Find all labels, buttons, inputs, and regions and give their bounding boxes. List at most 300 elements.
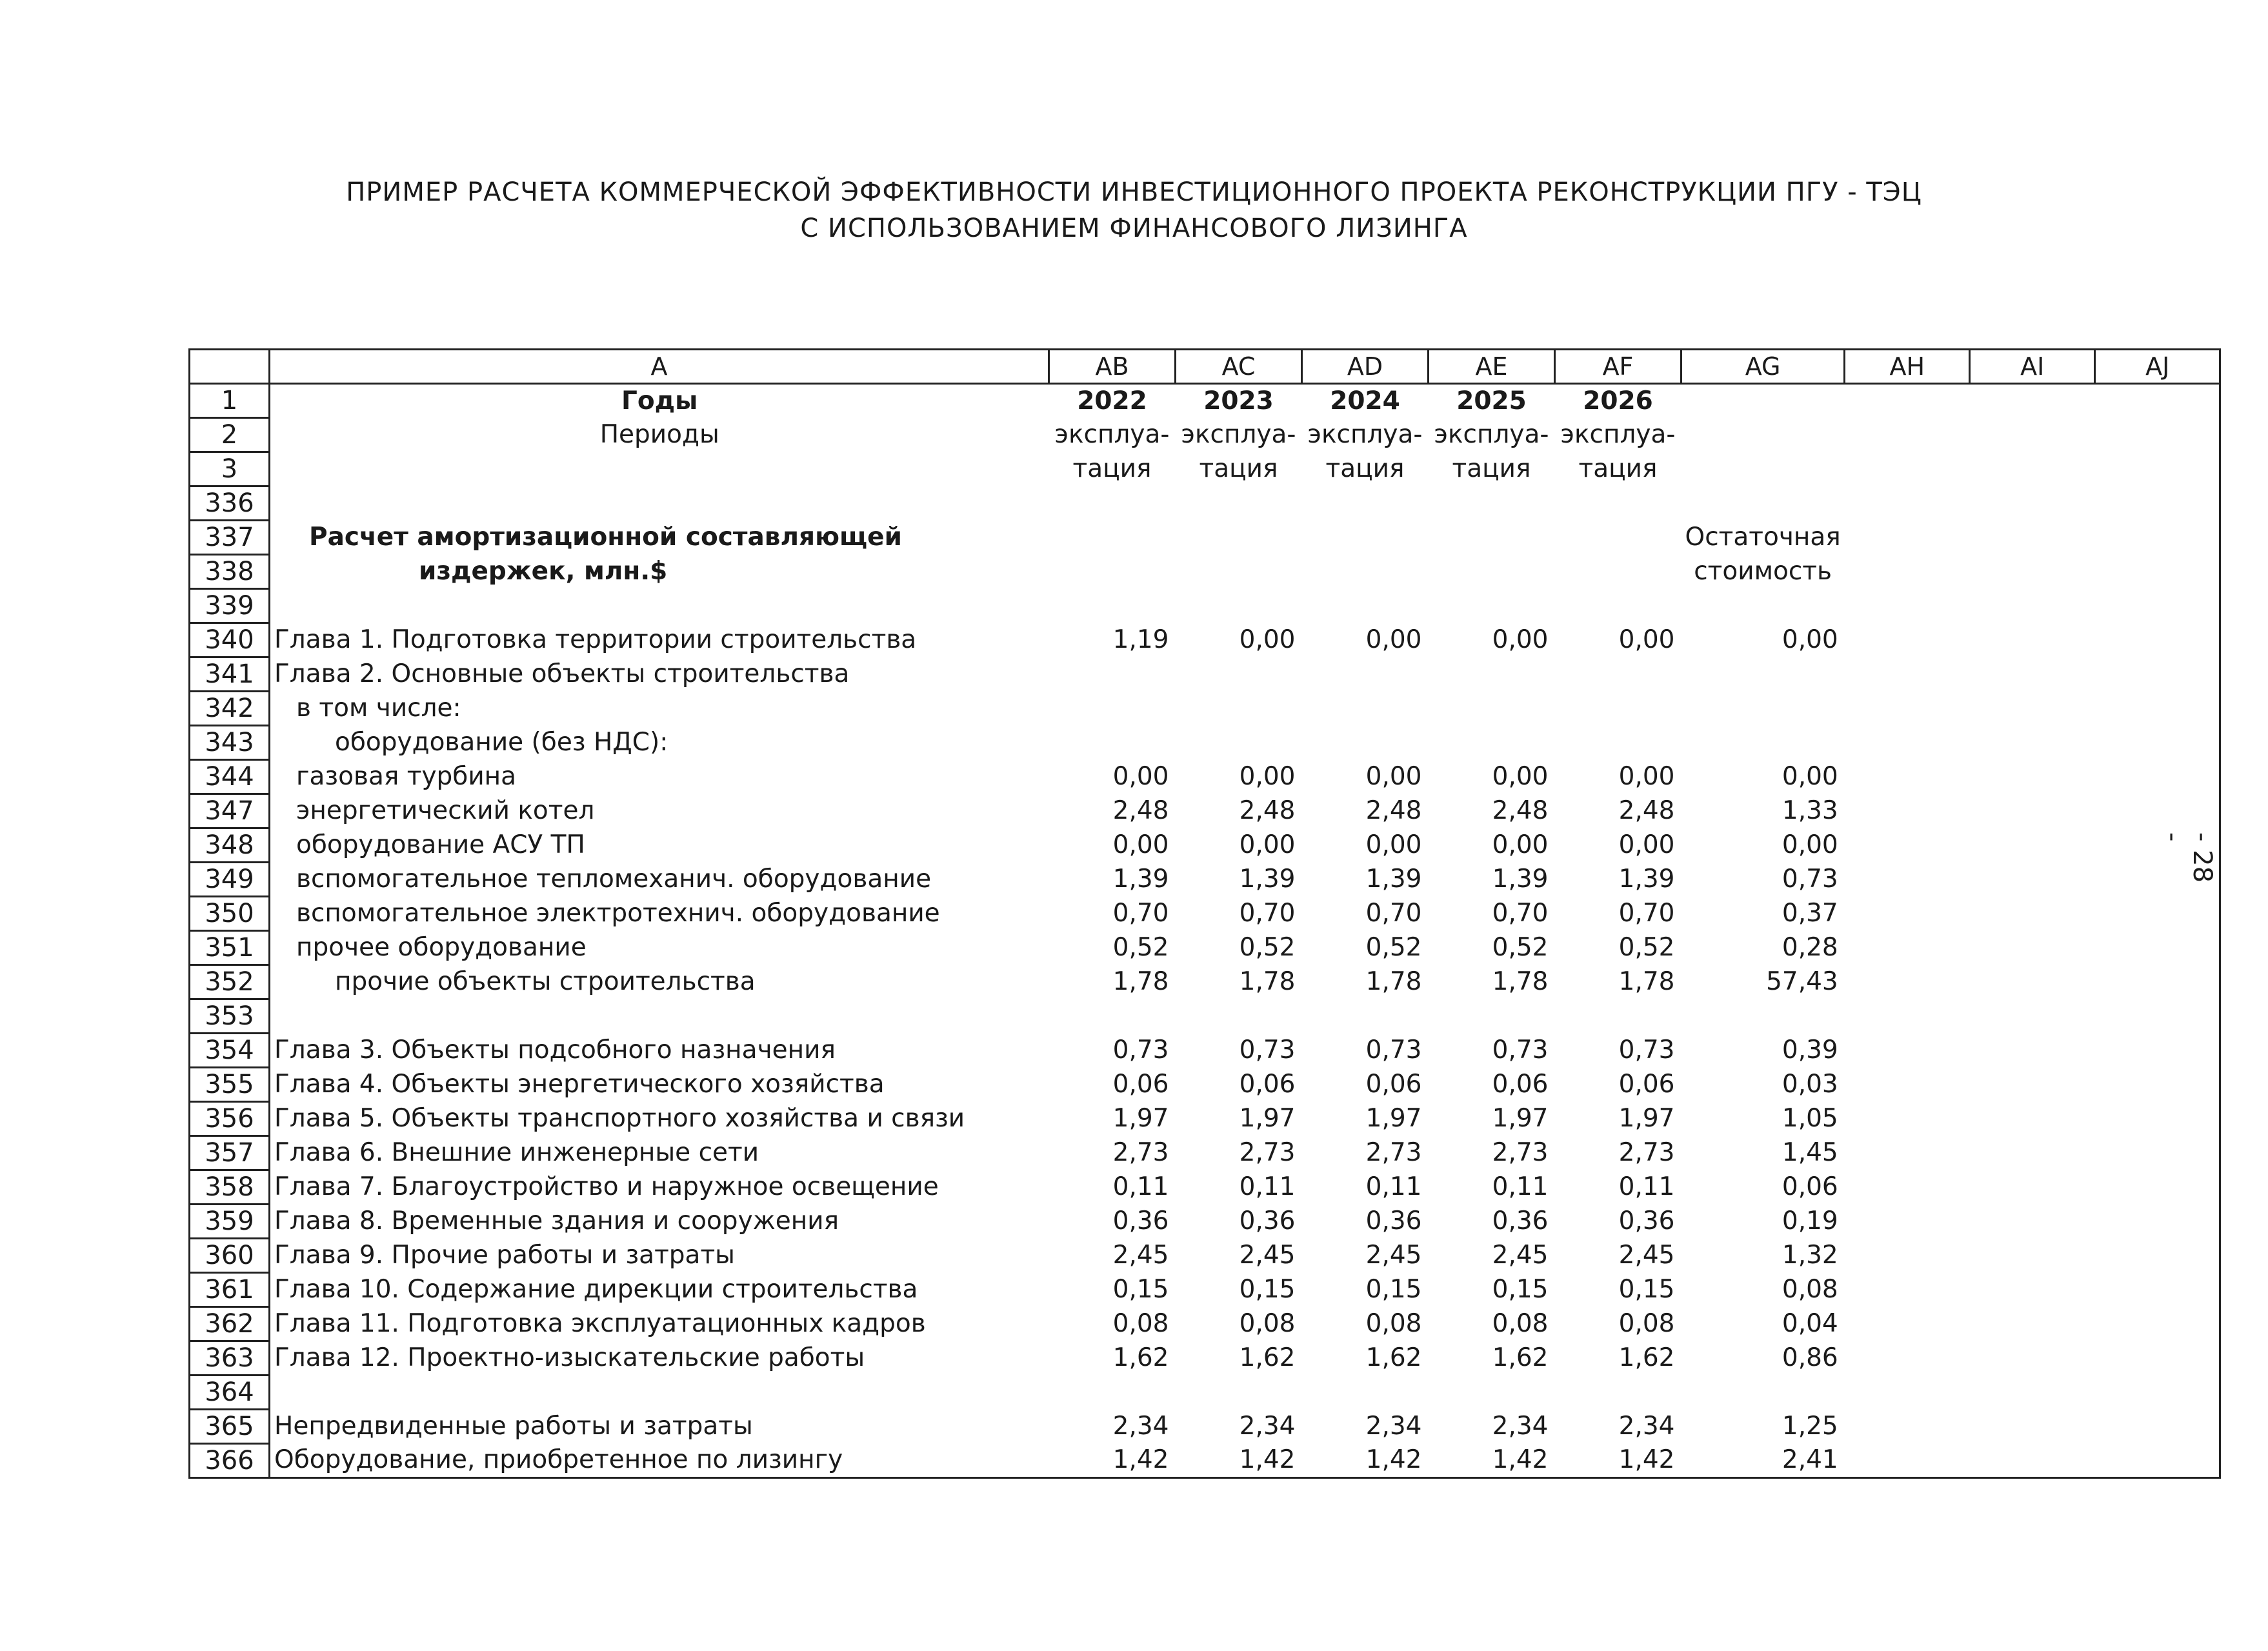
residual-value-cell[interactable] <box>1681 726 1845 760</box>
value-cell[interactable]: 0,36 <box>1365 1206 1422 1236</box>
value-cell[interactable]: 0,52 <box>1492 933 1549 962</box>
value-cell[interactable]: 0,73 <box>1112 1036 1169 1065</box>
cell[interactable] <box>1845 657 1970 692</box>
cell[interactable] <box>1555 555 1681 589</box>
residual-value-cell[interactable]: 0,00 <box>1781 762 1838 791</box>
value-cell[interactable]: 0,00 <box>1492 830 1549 859</box>
row-number[interactable]: 351 <box>190 931 270 965</box>
cell[interactable] <box>1970 965 2095 999</box>
value-cell[interactable]: 2,48 <box>1112 796 1169 825</box>
cell[interactable] <box>1845 897 1970 931</box>
value-cell[interactable]: 0,70 <box>1618 899 1675 928</box>
value-cell[interactable]: 0,73 <box>1618 1036 1675 1065</box>
row-label[interactable]: Глава 10. Содержание дирекции строительства <box>270 1273 1049 1307</box>
value-cell[interactable]: 2,45 <box>1492 1241 1549 1270</box>
cell[interactable] <box>1845 794 1970 828</box>
residual-value-cell[interactable]: 1,33 <box>1781 796 1838 825</box>
value-cell[interactable]: 0,11 <box>1492 1172 1549 1201</box>
column-header-ai[interactable]: AI <box>1970 350 2095 384</box>
cell[interactable] <box>2095 1136 2220 1170</box>
cell[interactable] <box>1970 1170 2095 1205</box>
cell[interactable] <box>1555 589 1681 623</box>
cell[interactable] <box>2095 486 2220 521</box>
period-cell[interactable]: эксплуа- <box>1181 420 1296 449</box>
value-cell[interactable]: 0,11 <box>1365 1172 1422 1201</box>
cell[interactable] <box>1845 931 1970 965</box>
residual-value-cell[interactable]: 2,41 <box>1681 1444 1845 1478</box>
value-cell[interactable] <box>1302 999 1429 1034</box>
cell[interactable] <box>1845 1273 1970 1307</box>
value-cell[interactable]: 1,42 <box>1429 1444 1555 1478</box>
cell[interactable] <box>1845 828 1970 863</box>
row-number[interactable]: 355 <box>190 1068 270 1102</box>
value-cell[interactable]: 0,06 <box>1112 1070 1169 1099</box>
row-label[interactable]: оборудование (без НДС): <box>270 726 1049 760</box>
cell[interactable] <box>2095 1273 2220 1307</box>
value-cell[interactable]: 2,34 <box>1112 1412 1169 1441</box>
value-cell[interactable] <box>1555 726 1681 760</box>
row-number[interactable]: 354 <box>190 1034 270 1068</box>
value-cell[interactable] <box>1049 999 1176 1034</box>
value-cell[interactable]: 0,70 <box>1492 899 1549 928</box>
cell[interactable] <box>2095 623 2220 657</box>
row-label[interactable]: Глава 6. Внешние инженерные сети <box>270 1136 1049 1170</box>
cell[interactable] <box>1302 589 1429 623</box>
residual-value-cell[interactable]: 0,86 <box>1781 1343 1838 1372</box>
value-cell[interactable]: 0,00 <box>1618 830 1675 859</box>
row-label[interactable] <box>270 452 1049 486</box>
column-header-a[interactable]: A <box>270 350 1049 384</box>
row-number[interactable]: 338 <box>190 555 270 589</box>
year-cell[interactable]: 2026 <box>1583 386 1653 415</box>
value-cell[interactable]: 0,00 <box>1365 830 1422 859</box>
value-cell[interactable]: 1,78 <box>1239 967 1296 996</box>
row-number[interactable]: 364 <box>190 1376 270 1410</box>
column-header-ah[interactable]: AH <box>1845 350 1970 384</box>
row-label[interactable]: Глава 2. Основные объекты строительства <box>270 657 1049 692</box>
period-cell[interactable]: эксплуа- <box>1434 420 1549 449</box>
cell[interactable] <box>1970 828 2095 863</box>
cell[interactable] <box>1845 1307 1970 1341</box>
cell[interactable] <box>1970 1444 2095 1478</box>
section-title-line-2[interactable]: издержек, млн.$ <box>270 555 1049 589</box>
corner-cell[interactable] <box>190 350 270 384</box>
row-number[interactable]: 336 <box>190 486 270 521</box>
value-cell[interactable]: 0,52 <box>1112 933 1169 962</box>
value-cell[interactable]: 1,97 <box>1492 1104 1549 1133</box>
cell[interactable] <box>1845 1034 1970 1068</box>
value-cell[interactable]: 0,36 <box>1239 1206 1296 1236</box>
value-cell[interactable]: 2,73 <box>1365 1138 1422 1167</box>
cell[interactable] <box>1845 1170 1970 1205</box>
cell[interactable] <box>1970 1341 2095 1376</box>
period-cell[interactable]: тация <box>1072 454 1152 483</box>
value-cell[interactable]: 2,34 <box>1492 1412 1549 1441</box>
row-label[interactable] <box>270 1376 1049 1410</box>
period-cell[interactable]: тация <box>1199 454 1278 483</box>
value-cell[interactable]: 0,52 <box>1239 933 1296 962</box>
value-cell[interactable]: 0,15 <box>1365 1275 1422 1304</box>
row-label[interactable]: Периоды <box>270 418 1049 452</box>
value-cell[interactable] <box>1049 657 1176 692</box>
value-cell[interactable] <box>1429 692 1555 726</box>
value-cell[interactable]: 2,48 <box>1492 796 1549 825</box>
row-number[interactable]: 348 <box>190 828 270 863</box>
cell[interactable] <box>1970 452 2095 486</box>
cell[interactable] <box>1681 452 1845 486</box>
cell[interactable] <box>2095 1205 2220 1239</box>
cell[interactable] <box>1970 1307 2095 1341</box>
cell[interactable] <box>2095 1376 2220 1410</box>
value-cell[interactable]: 0,00 <box>1239 762 1296 791</box>
value-cell[interactable] <box>1555 692 1681 726</box>
value-cell[interactable]: 0,08 <box>1365 1309 1422 1338</box>
value-cell[interactable] <box>1176 999 1302 1034</box>
cell[interactable] <box>1845 692 1970 726</box>
value-cell[interactable] <box>1302 657 1429 692</box>
residual-value-cell[interactable]: 0,00 <box>1781 625 1838 654</box>
cell[interactable] <box>1176 589 1302 623</box>
value-cell[interactable] <box>1555 999 1681 1034</box>
residual-value-cell[interactable]: 1,25 <box>1781 1412 1838 1441</box>
value-cell[interactable]: 2,45 <box>1618 1241 1675 1270</box>
cell[interactable] <box>1970 760 2095 794</box>
value-cell[interactable]: 0,70 <box>1365 899 1422 928</box>
cell[interactable] <box>1845 521 1970 555</box>
cell[interactable] <box>1970 486 2095 521</box>
value-cell[interactable]: 2,34 <box>1365 1412 1422 1441</box>
cell[interactable] <box>2095 794 2220 828</box>
period-cell[interactable]: тация <box>1578 454 1658 483</box>
column-header-ag[interactable]: AG <box>1681 350 1845 384</box>
value-cell[interactable]: 1,62 <box>1112 1343 1169 1372</box>
cell[interactable] <box>2095 726 2220 760</box>
cell[interactable] <box>1970 1102 2095 1136</box>
row-number[interactable]: 366 <box>190 1444 270 1478</box>
residual-value-cell[interactable] <box>1681 657 1845 692</box>
value-cell[interactable]: 1,39 <box>1618 865 1675 894</box>
value-cell[interactable]: 0,73 <box>1239 1036 1296 1065</box>
row-number[interactable]: 347 <box>190 794 270 828</box>
cell[interactable] <box>1176 521 1302 555</box>
value-cell[interactable] <box>1049 1376 1176 1410</box>
cell[interactable] <box>1845 486 1970 521</box>
cell[interactable] <box>1970 897 2095 931</box>
cell[interactable] <box>1845 1239 1970 1273</box>
row-number[interactable]: 356 <box>190 1102 270 1136</box>
value-cell[interactable]: 0,70 <box>1112 899 1169 928</box>
cell[interactable] <box>1970 1273 2095 1307</box>
cell[interactable] <box>2095 1307 2220 1341</box>
period-cell[interactable]: эксплуа- <box>1307 420 1423 449</box>
value-cell[interactable]: 0,06 <box>1365 1070 1422 1099</box>
value-cell[interactable]: 0,06 <box>1618 1070 1675 1099</box>
value-cell[interactable]: 1,19 <box>1112 625 1169 654</box>
cell[interactable] <box>2095 555 2220 589</box>
row-number[interactable]: 353 <box>190 999 270 1034</box>
value-cell[interactable] <box>1429 999 1555 1034</box>
cell[interactable] <box>1970 1410 2095 1444</box>
value-cell[interactable] <box>1302 1376 1429 1410</box>
row-label[interactable]: Глава 11. Подготовка эксплуатационных кадров <box>270 1307 1049 1341</box>
value-cell[interactable]: 0,00 <box>1618 762 1675 791</box>
cell[interactable] <box>1970 931 2095 965</box>
row-number[interactable]: 349 <box>190 863 270 897</box>
value-cell[interactable]: 0,52 <box>1618 933 1675 962</box>
cell[interactable] <box>2095 657 2220 692</box>
value-cell[interactable] <box>1429 726 1555 760</box>
value-cell[interactable]: 0,73 <box>1365 1036 1422 1065</box>
value-cell[interactable]: 1,39 <box>1112 865 1169 894</box>
column-header-aj[interactable]: AJ <box>2095 350 2220 384</box>
value-cell[interactable]: 1,62 <box>1492 1343 1549 1372</box>
cell[interactable] <box>1845 863 1970 897</box>
cell[interactable] <box>2095 1410 2220 1444</box>
cell[interactable] <box>1845 418 1970 452</box>
cell[interactable] <box>2095 1341 2220 1376</box>
value-cell[interactable]: 0,06 <box>1239 1070 1296 1099</box>
value-cell[interactable]: 0,08 <box>1239 1309 1296 1338</box>
row-label[interactable]: Оборудование, приобретенное по лизингу <box>270 1444 1049 1478</box>
value-cell[interactable] <box>1176 1376 1302 1410</box>
year-cell[interactable]: 2022 <box>1077 386 1147 415</box>
value-cell[interactable]: 2,34 <box>1618 1412 1675 1441</box>
cell[interactable] <box>1845 965 1970 999</box>
value-cell[interactable]: 0,00 <box>1492 625 1549 654</box>
row-label[interactable]: Глава 5. Объекты транспортного хозяйства и связи <box>270 1102 1049 1136</box>
cell[interactable] <box>1970 863 2095 897</box>
cell[interactable] <box>2095 931 2220 965</box>
value-cell[interactable]: 1,78 <box>1112 967 1169 996</box>
value-cell[interactable] <box>1176 726 1302 760</box>
row-label[interactable]: прочее оборудование <box>270 931 1049 965</box>
value-cell[interactable]: 0,36 <box>1618 1206 1675 1236</box>
cell[interactable] <box>1429 521 1555 555</box>
cell[interactable] <box>1176 486 1302 521</box>
value-cell[interactable] <box>1049 726 1176 760</box>
cell[interactable] <box>1429 589 1555 623</box>
value-cell[interactable]: 1,42 <box>1555 1444 1681 1478</box>
value-cell[interactable]: 0,15 <box>1492 1275 1549 1304</box>
value-cell[interactable]: 0,06 <box>1492 1070 1549 1099</box>
year-cell[interactable]: 2023 <box>1203 386 1274 415</box>
value-cell[interactable]: 2,48 <box>1618 796 1675 825</box>
cell[interactable] <box>1049 486 1176 521</box>
cell[interactable] <box>270 486 1049 521</box>
residual-value-cell[interactable]: 0,28 <box>1781 933 1838 962</box>
row-label[interactable]: Глава 3. Объекты подсобного назначения <box>270 1034 1049 1068</box>
cell[interactable] <box>1970 1239 2095 1273</box>
cell[interactable] <box>2095 1444 2220 1478</box>
value-cell[interactable]: 1,78 <box>1492 967 1549 996</box>
value-cell[interactable]: 0,00 <box>1112 762 1169 791</box>
value-cell[interactable]: 2,73 <box>1112 1138 1169 1167</box>
row-label[interactable]: Глава 12. Проектно-изыскательские работы <box>270 1341 1049 1376</box>
year-cell[interactable]: 2025 <box>1456 386 1527 415</box>
cell[interactable] <box>1681 418 1845 452</box>
row-number[interactable]: 343 <box>190 726 270 760</box>
column-header-af[interactable]: AF <box>1555 350 1681 384</box>
row-label[interactable]: вспомогательное электротехнич. оборудование <box>270 897 1049 931</box>
column-header-ae[interactable]: AE <box>1429 350 1555 384</box>
value-cell[interactable]: 2,73 <box>1239 1138 1296 1167</box>
value-cell[interactable]: 2,48 <box>1239 796 1296 825</box>
cell[interactable] <box>1302 521 1429 555</box>
value-cell[interactable] <box>1429 657 1555 692</box>
cell[interactable] <box>1681 384 1845 418</box>
residual-value-cell[interactable]: 0,19 <box>1781 1206 1838 1236</box>
cell[interactable] <box>1845 1376 1970 1410</box>
residual-value-cell[interactable]: 57,43 <box>1766 967 1838 996</box>
cell[interactable] <box>1049 589 1176 623</box>
cell[interactable] <box>2095 692 2220 726</box>
cell[interactable] <box>1429 486 1555 521</box>
value-cell[interactable]: 0,70 <box>1239 899 1296 928</box>
cell[interactable] <box>1429 555 1555 589</box>
cell[interactable] <box>1970 384 2095 418</box>
residual-value-cell[interactable]: 0,73 <box>1781 865 1838 894</box>
residual-value-cell[interactable] <box>1681 999 1845 1034</box>
row-label[interactable]: Глава 1. Подготовка территории строительства <box>270 623 1049 657</box>
column-header-ad[interactable]: AD <box>1302 350 1429 384</box>
value-cell[interactable]: 2,73 <box>1492 1138 1549 1167</box>
value-cell[interactable]: 1,78 <box>1618 967 1675 996</box>
row-number[interactable]: 2 <box>190 418 270 452</box>
cell[interactable] <box>1970 692 2095 726</box>
row-number[interactable]: 337 <box>190 521 270 555</box>
value-cell[interactable]: 0,08 <box>1618 1309 1675 1338</box>
cell[interactable] <box>1845 589 1970 623</box>
row-number[interactable]: 362 <box>190 1307 270 1341</box>
value-cell[interactable]: 0,15 <box>1239 1275 1296 1304</box>
value-cell[interactable]: 0,36 <box>1112 1206 1169 1236</box>
cell[interactable] <box>1555 521 1681 555</box>
value-cell[interactable]: 1,97 <box>1365 1104 1422 1133</box>
cell[interactable] <box>1555 486 1681 521</box>
residual-value-cell[interactable]: 0,39 <box>1781 1036 1838 1065</box>
value-cell[interactable]: 2,34 <box>1239 1412 1296 1441</box>
cell[interactable] <box>2095 999 2220 1034</box>
cell[interactable] <box>1970 418 2095 452</box>
value-cell[interactable]: 1,62 <box>1239 1343 1296 1372</box>
residual-value-cell[interactable] <box>1681 1376 1845 1410</box>
value-cell[interactable]: 0,00 <box>1239 625 1296 654</box>
cell[interactable] <box>1970 521 2095 555</box>
value-cell[interactable]: 1,42 <box>1049 1444 1176 1478</box>
residual-value-cell[interactable]: 0,03 <box>1781 1070 1838 1099</box>
cell[interactable] <box>270 589 1049 623</box>
residual-header-line-1[interactable]: Остаточная <box>1685 523 1841 552</box>
row-number[interactable]: 357 <box>190 1136 270 1170</box>
cell[interactable] <box>2095 384 2220 418</box>
cell[interactable] <box>1681 486 1845 521</box>
row-number[interactable]: 363 <box>190 1341 270 1376</box>
cell[interactable] <box>1970 1068 2095 1102</box>
value-cell[interactable]: 1,42 <box>1176 1444 1302 1478</box>
row-number[interactable]: 358 <box>190 1170 270 1205</box>
cell[interactable] <box>2095 521 2220 555</box>
value-cell[interactable]: 0,00 <box>1365 625 1422 654</box>
value-cell[interactable]: 0,08 <box>1492 1309 1549 1338</box>
cell[interactable] <box>1845 726 1970 760</box>
row-label[interactable]: Глава 7. Благоустройство и наружное освещение <box>270 1170 1049 1205</box>
value-cell[interactable]: 0,11 <box>1239 1172 1296 1201</box>
residual-header-line-2[interactable]: стоимость <box>1694 557 1832 586</box>
residual-value-cell[interactable]: 0,00 <box>1781 830 1838 859</box>
cell[interactable] <box>1845 1444 1970 1478</box>
row-label[interactable]: Глава 4. Объекты энергетического хозяйства <box>270 1068 1049 1102</box>
period-cell[interactable]: эксплуа- <box>1054 420 1170 449</box>
value-cell[interactable]: 1,62 <box>1365 1343 1422 1372</box>
cell[interactable] <box>1970 1205 2095 1239</box>
cell[interactable] <box>1970 999 2095 1034</box>
row-number[interactable]: 1 <box>190 384 270 418</box>
row-label[interactable]: оборудование АСУ ТП <box>270 828 1049 863</box>
cell[interactable] <box>1845 1205 1970 1239</box>
value-cell[interactable]: 2,45 <box>1365 1241 1422 1270</box>
value-cell[interactable]: 0,00 <box>1492 762 1549 791</box>
row-label[interactable] <box>270 999 1049 1034</box>
cell[interactable] <box>1970 726 2095 760</box>
value-cell[interactable]: 1,62 <box>1618 1343 1675 1372</box>
value-cell[interactable] <box>1049 692 1176 726</box>
cell[interactable] <box>1845 452 1970 486</box>
year-cell[interactable]: 2024 <box>1330 386 1400 415</box>
row-label[interactable]: газовая турбина <box>270 760 1049 794</box>
column-header-ab[interactable]: AB <box>1049 350 1176 384</box>
value-cell[interactable]: 1,97 <box>1112 1104 1169 1133</box>
value-cell[interactable]: 0,11 <box>1112 1172 1169 1201</box>
cell[interactable] <box>1049 555 1176 589</box>
value-cell[interactable]: 0,08 <box>1112 1309 1169 1338</box>
period-cell[interactable]: эксплуа- <box>1560 420 1676 449</box>
value-cell[interactable]: 1,97 <box>1618 1104 1675 1133</box>
cell[interactable] <box>1176 555 1302 589</box>
value-cell[interactable] <box>1302 692 1429 726</box>
cell[interactable] <box>1970 1136 2095 1170</box>
value-cell[interactable]: 0,00 <box>1112 830 1169 859</box>
cell[interactable] <box>2095 1170 2220 1205</box>
cell[interactable] <box>1970 794 2095 828</box>
value-cell[interactable]: 2,45 <box>1112 1241 1169 1270</box>
cell[interactable] <box>1845 760 1970 794</box>
row-number[interactable]: 339 <box>190 589 270 623</box>
cell[interactable] <box>1845 1410 1970 1444</box>
value-cell[interactable]: 1,97 <box>1239 1104 1296 1133</box>
residual-value-cell[interactable]: 1,45 <box>1781 1138 1838 1167</box>
cell[interactable] <box>2095 828 2220 863</box>
column-header-ac[interactable]: AC <box>1176 350 1302 384</box>
value-cell[interactable]: 0,73 <box>1492 1036 1549 1065</box>
row-label[interactable]: Годы <box>270 384 1049 418</box>
value-cell[interactable]: 1,39 <box>1492 865 1549 894</box>
row-label[interactable]: Глава 9. Прочие работы и затраты <box>270 1239 1049 1273</box>
cell[interactable] <box>1302 555 1429 589</box>
row-number[interactable]: 360 <box>190 1239 270 1273</box>
cell[interactable] <box>1970 1034 2095 1068</box>
residual-value-cell[interactable]: 0,06 <box>1781 1172 1838 1201</box>
cell[interactable] <box>1845 1341 1970 1376</box>
value-cell[interactable]: 0,00 <box>1239 830 1296 859</box>
cell[interactable] <box>2095 1102 2220 1136</box>
cell[interactable] <box>1970 589 2095 623</box>
value-cell[interactable]: 0,36 <box>1492 1206 1549 1236</box>
value-cell[interactable]: 0,52 <box>1365 933 1422 962</box>
residual-value-cell[interactable]: 0,08 <box>1781 1275 1838 1304</box>
cell[interactable] <box>1845 1102 1970 1136</box>
period-cell[interactable]: тация <box>1325 454 1405 483</box>
value-cell[interactable] <box>1176 657 1302 692</box>
